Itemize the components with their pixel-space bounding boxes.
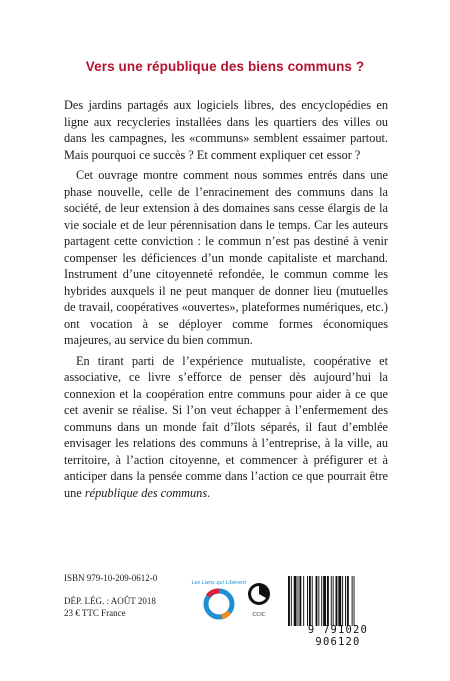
cc-logo-icon [242, 576, 276, 628]
paragraph-3-emphasis: république des communs [84, 485, 208, 500]
barcode [284, 572, 392, 632]
barcode-bar [323, 576, 326, 626]
back-cover-title: Vers une république des biens communs ? [85, 59, 365, 74]
barcode-bar [347, 576, 349, 626]
publication-info [64, 572, 194, 620]
paragraph-1: Des jardins partagés aux logiciels libres, des encyclopédies en ligne aux recycleries installées dans les quartiers des villes ou dans les campagnes, les «communs» semblent essaimer partout. Mais pourquoi ce succès ? Et comment expliquer cet essor ? [64, 98, 388, 162]
barcode-bar [342, 576, 343, 626]
cc-logo-text: CCIC [252, 612, 266, 618]
publisher-logo-icon [191, 574, 247, 630]
barcode-bar [288, 576, 290, 626]
barcode-bar [291, 576, 292, 626]
barcode-bar [298, 576, 299, 626]
barcode-bar [303, 576, 304, 626]
barcode-bar [345, 576, 346, 626]
price: 23 € TTC France [64, 608, 126, 618]
paragraph-3-text: En tirant parti de l’expérience mutualiste, coopérative et associative, ce livre s’efforce de penser dès aujourd’hui la connexion et la coopération entre communs pour aider à ce que cet avenir se réalise. Si l’on veut échapper à l’enfermement des communs dans un monde fait d’îlots séparés, il faut d’emblée envisager les relations des communs à l’entreprise, à la ville, au territoire, à l’action citoyenne, et commencer à préfigurer et à anticiper dans la pensée comme dans l’action ce que pourrait être une [64, 353, 388, 500]
barcode-bar [354, 576, 355, 626]
barcode-bar [338, 576, 341, 626]
barcode-bar [333, 576, 334, 626]
publisher-logo-text: Les Liens qui Libèrent [191, 580, 247, 586]
barcode-bar [318, 576, 319, 626]
barcode-bar [316, 576, 318, 626]
paragraph-3-end: . [207, 485, 211, 500]
paragraph-2: Cet ouvrage montre comment nous sommes entrés dans une phase nouvelle, celle de l’enracinement des communs dans la société, de leur extension à des domaines sans cesse élargis de la vie sociale et de leur pérennisation dans le temps. Car les auteurs partagent cette conviction : le commun n’est pas destiné à venir compenser les déficiences d’un monde capitaliste et marchand. Instrument d’une citoyenneté refondée, le commun comme les hybrides auxquels il ne peut manquer de donner lieu (mutuelles de travail, coopératives «ouvertes», plateformes numériques, etc.) ont vocation à se déployer comme formes économiques majeures, au service du bien commun. [64, 168, 388, 347]
barcode-bar [321, 576, 322, 626]
barcode-bar [312, 576, 313, 626]
paragraph-3 [64, 353, 388, 502]
barcode-bar [299, 576, 301, 626]
barcode-bar [331, 576, 332, 626]
barcode-bar [327, 576, 329, 626]
barcode-bar [294, 576, 297, 626]
barcode-digits: 9 791020 906120 [307, 624, 369, 648]
barcode-bar [307, 576, 308, 626]
isbn: ISBN 979-10-209-0612-0 [64, 573, 158, 583]
legal-deposit: DÉP. LÉG. : AOÛT 2018 [64, 595, 156, 606]
barcode-bar [309, 576, 311, 626]
colophon [0, 560, 450, 670]
barcode-bar [336, 576, 338, 626]
blurb [64, 97, 388, 505]
barcode-bar [352, 576, 353, 626]
